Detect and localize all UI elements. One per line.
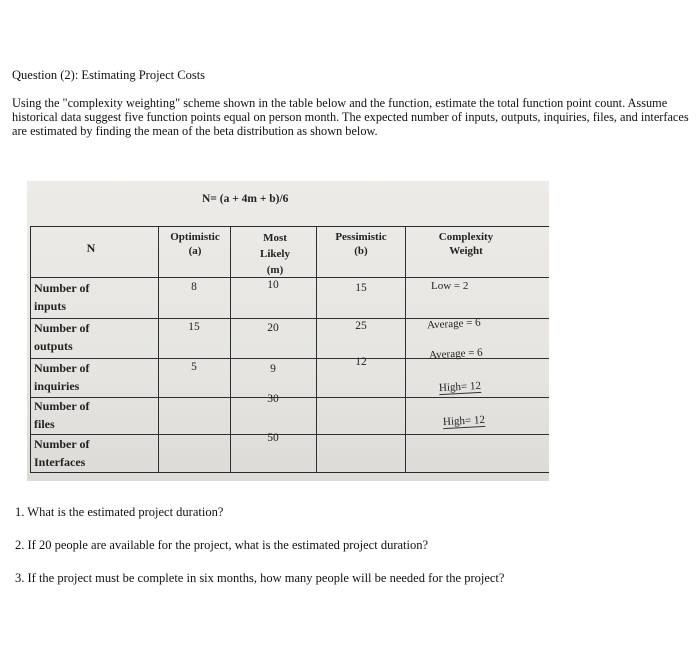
header-most-likely: Most Likely (m) <box>260 232 290 276</box>
question-title: Question (2): Estimating Project Costs <box>12 68 206 82</box>
row-label-interfaces: Number of Interfaces <box>34 437 90 469</box>
cell-complexity-weight: High= 12 <box>442 413 486 429</box>
estimation-table <box>30 226 549 473</box>
header-pessimistic: Pessimistic (b) <box>335 231 387 257</box>
row-label-inputs: Number of inputs <box>34 281 90 313</box>
question-item: 1. What is the estimated project duration? <box>15 505 224 519</box>
header-n: N <box>86 241 96 255</box>
header-complexity-weight: Complexity Weight <box>438 231 494 257</box>
row-label-inquiries: Number of inquiries <box>34 361 90 393</box>
cell-pessimistic: 25 <box>355 320 367 332</box>
row-label-files: Number of files <box>34 399 90 431</box>
cell-pessimistic: 15 <box>355 282 367 294</box>
cell-most-likely: 20 <box>267 322 279 334</box>
cell-pessimistic: 12 <box>355 356 367 368</box>
cell-complexity-weight: Average = 6 <box>426 316 481 332</box>
cell-optimistic: 15 <box>188 321 200 333</box>
cell-most-likely: 9 <box>270 363 276 375</box>
table-photo <box>27 181 549 481</box>
cell-optimistic: 8 <box>191 281 197 293</box>
row-label-outputs: Number of outputs <box>34 321 90 353</box>
cell-most-likely: 50 <box>267 432 279 444</box>
cell-complexity-weight: Average = 6 <box>428 346 483 362</box>
cell-optimistic: 5 <box>191 361 197 373</box>
cell-most-likely: 30 <box>267 393 279 405</box>
cell-most-likely: 10 <box>267 279 279 291</box>
header-optimistic: Optimistic (a) <box>170 231 220 257</box>
beta-formula: N= (a + 4m + b)/6 <box>202 193 289 205</box>
question-item: 3. If the project must be complete in six months, how many people will be needed for the project? <box>15 571 505 585</box>
question-item: 2. If 20 people are available for the project, what is the estimated project duration? <box>15 538 429 552</box>
cell-complexity-weight: High= 12 <box>438 379 482 395</box>
question-body: Using the "complexity weighting" scheme shown in the table below and the function, estimate the total function point count. Assume historical data suggest five function points equal on person month. The expected number of inputs, outputs, inquiries, files, and interfaces are estimated by finding the mean of the beta distribution as shown below. <box>12 96 689 138</box>
cell-complexity-weight: Low = 2 <box>431 280 469 292</box>
